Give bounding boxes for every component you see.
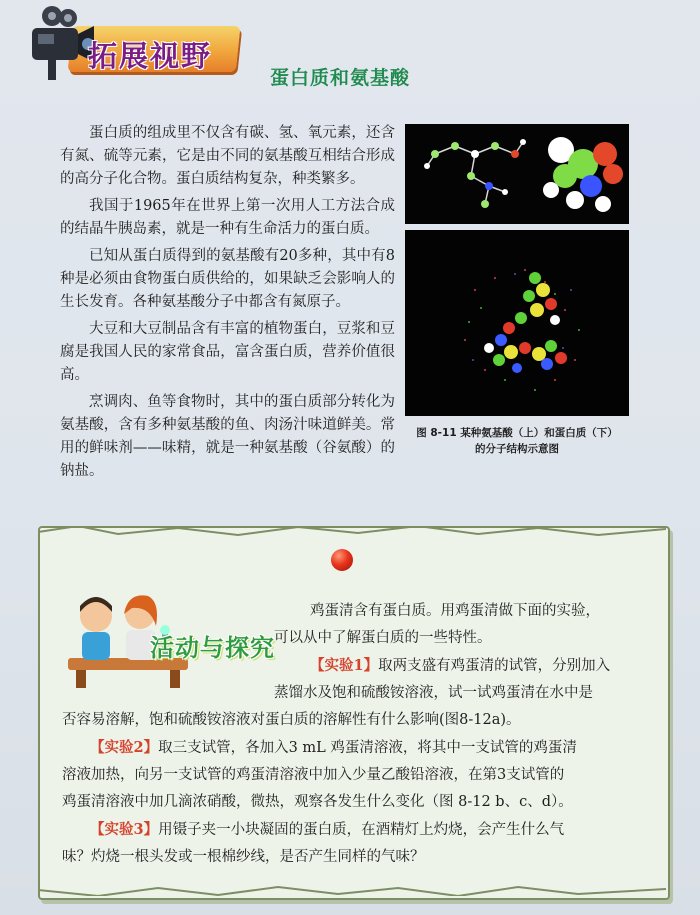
- red-pin-icon: [331, 549, 353, 571]
- experiment-2-line: 鸡蛋清溶液中加几滴浓硝酸，微热，观察各发生什么变化（图 8-12 b、c、d）。: [62, 794, 573, 810]
- paragraph: 已知从蛋白质得到的氨基酸有20多种，其中有8种是必须由食物蛋白质供给的，如果缺乏会影响人的生长发育。各种氨基酸分子中都含有氮原子。: [60, 248, 395, 310]
- experiment-2-line: 溶液加热，向另一支试管的鸡蛋清溶液中加入少量乙酸铅溶液，在第3支试管的: [62, 767, 565, 783]
- experiment-3-line: 味？灼烧一根头发或一根棉纱线，是否产生同样的气味？: [62, 849, 425, 865]
- experiment-1-line: 蒸馏水及饱和硫酸铵溶液，试一试鸡蛋清在水中是: [274, 685, 593, 701]
- experiment-2-line: [62, 734, 632, 762]
- experiment-2-text: 取三支试管，各加入3 mL 鸡蛋清溶液，将其中一支试管的鸡蛋清: [158, 740, 577, 756]
- protein-structure-image: [405, 230, 629, 416]
- activity-intro-line: 可以从中了解蛋白质的一些特性。: [274, 630, 492, 646]
- activity-badge-label: 活动与探究: [150, 634, 275, 662]
- figure-caption: [405, 425, 629, 457]
- header-badge-label: 拓展视野: [88, 39, 213, 73]
- experiment-3-label: 【实验3】: [90, 821, 159, 838]
- header-badge: [18, 4, 243, 86]
- activity-text: [62, 598, 632, 871]
- paragraph: 蛋白质的组成里不仅含有碳、氢、氧元素，还含有氮、硫等元素，它是由不同的氨基酸互相结合形成的高分子化合物。蛋白质结构复杂，种类繁多。: [60, 125, 395, 187]
- experiment-1-text: 取两支盛有鸡蛋清的试管，分别加入: [378, 658, 611, 674]
- experiment-3-line: [62, 816, 632, 844]
- paragraph: 我国于1965年在世界上第一次用人工方法合成的结晶牛胰岛素，就是一种有生命活力的蛋白质。: [60, 198, 395, 237]
- experiment-2-label: 【实验2】: [90, 739, 159, 756]
- figure-caption-line: 图 8-11 某种氨基酸（上）和蛋白质（下）: [416, 427, 618, 439]
- section-title: 蛋白质和氨基酸: [270, 67, 411, 89]
- video-camera-icon: [18, 4, 98, 84]
- figure-caption-line: 的分子结构示意图: [475, 443, 559, 455]
- paragraph: 烹调肉、鱼等食物时，其中的蛋白质部分转化为氨基酸，含有多种氨基酸的鱼、肉汤汁味道鲜美。常用的鲜味剂——味精，就是一种氨基酸（谷氨酸）的钠盐。: [60, 394, 395, 479]
- experiment-1-line: [62, 652, 632, 680]
- amino-acid-model-image: [405, 124, 629, 224]
- experiment-3-text: 用镊子夹一小块凝固的蛋白质，在酒精灯上灼烧，会产生什么气: [158, 822, 565, 838]
- paragraph: 大豆和大豆制品含有丰富的植物蛋白，豆浆和豆腐是我国人民的家常食品，富含蛋白质，营养价值很高。: [60, 321, 395, 383]
- experiment-1-label: 【实验1】: [310, 657, 379, 674]
- activity-intro-line: 鸡蛋清含有蛋白质。用鸡蛋清做下面的实验，: [310, 603, 600, 619]
- experiment-1-line: 否容易溶解，饱和硫酸铵溶液对蛋白质的溶解性有什么影响(图8-12a)。: [62, 712, 521, 728]
- intro-text: [60, 122, 395, 487]
